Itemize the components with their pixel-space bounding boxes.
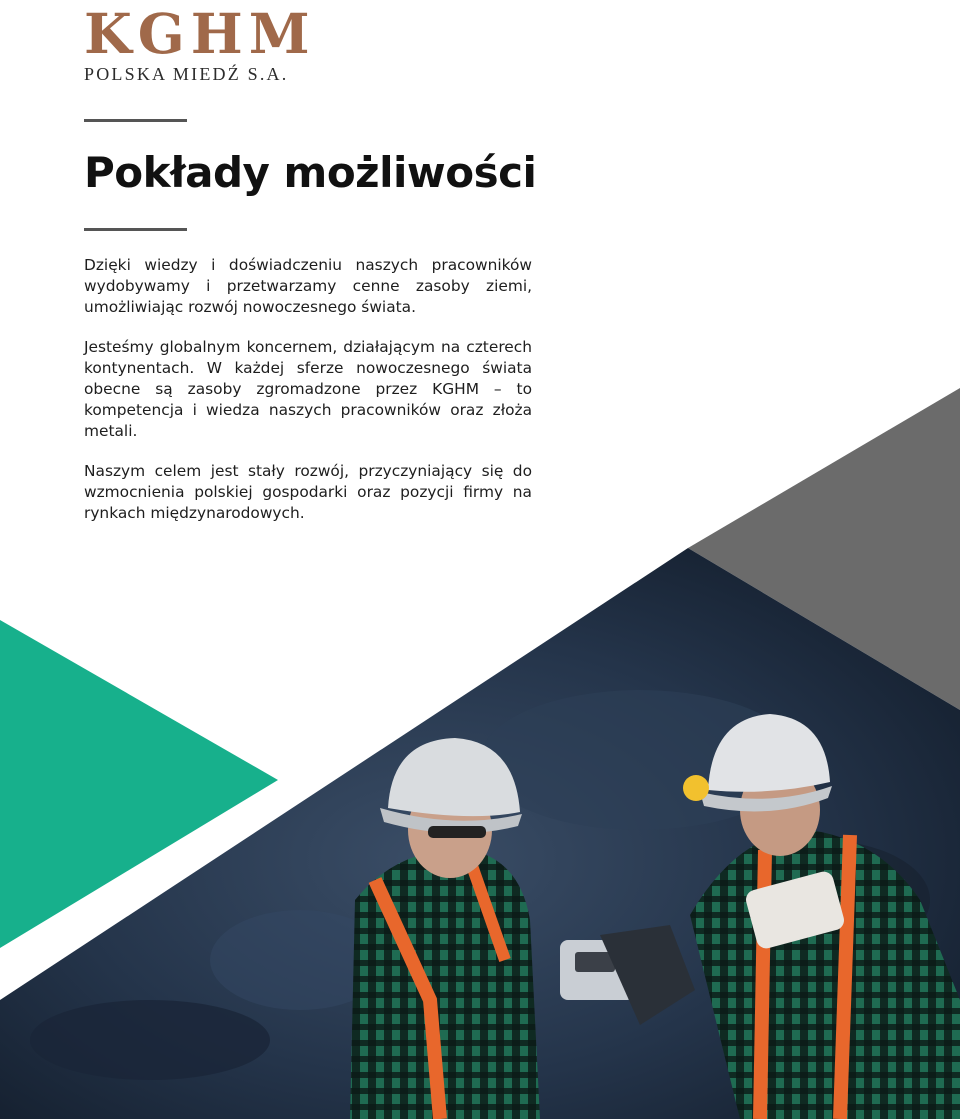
paragraph-3: Naszym celem jest stały rozwój, przyczyniający się do wzmocnienia polskiej gospodarki oraz pozycji firmy na rynkach międzynarodowych. bbox=[84, 462, 532, 522]
title-divider bbox=[84, 228, 187, 231]
kghm-logo bbox=[84, 1, 316, 85]
page-title: Pokłady możliwości bbox=[84, 148, 537, 197]
top-divider bbox=[84, 119, 187, 122]
logo-wordmark: KGHM bbox=[84, 1, 316, 66]
paragraph-1: Dzięki wiedzy i doświadczeniu naszych pracowników wydobywamy i przetwarzamy cenne zasoby ziemi, umożliwiając rozwój nowoczesnego świata. bbox=[84, 256, 532, 316]
logo-subtitle: POLSKA MIEDŹ S.A. bbox=[84, 64, 289, 84]
body-copy bbox=[84, 255, 532, 543]
paragraph-2: Jesteśmy globalnym koncernem, działającym na czterech kontynentach. W każdej sferze nowoczesnego świata obecne są zasoby zgromadzone przez KGHM – to kompetencja i wiedza naszych pracowników oraz złoża metali. bbox=[84, 338, 532, 440]
